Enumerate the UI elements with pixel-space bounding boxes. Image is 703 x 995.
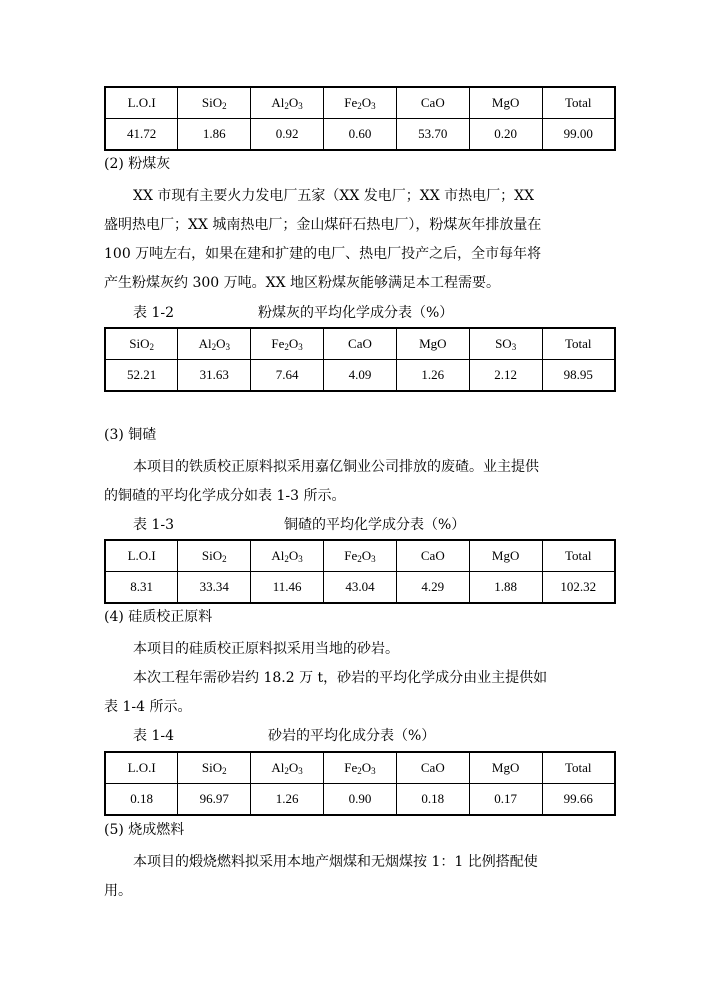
col-header-sio2: SiO$_2$ [105, 328, 178, 360]
col-header-total: Total [542, 752, 615, 784]
col-header-fe2o3: $Fe_2O_3$ [324, 540, 397, 572]
table-1-1 [104, 86, 616, 151]
value-cell: 0.90 [324, 784, 397, 816]
value-cell: 0.18 [396, 784, 469, 816]
col-header-loi: L.O.I [105, 87, 178, 119]
value-cell: 1.88 [469, 572, 542, 604]
table-label: 表 1-4 [133, 728, 174, 744]
table-header-row [105, 87, 615, 119]
paragraph-line: 产生粉煤灰约 300 万吨。XX 地区粉煤灰能够满足本工程需要。 [104, 275, 501, 291]
paragraph-line: 本项目的煅烧燃料拟采用本地产烟煤和无烟煤按 1：1 比例搭配使 [133, 854, 538, 870]
value-cell: 2.12 [469, 360, 542, 392]
table-1-3 [104, 539, 616, 604]
value-cell: 96.97 [178, 784, 251, 816]
col-header-loi: L.O.I [105, 752, 178, 784]
value-cell: 8.31 [105, 572, 178, 604]
paragraph-line: XX 市现有主要火力发电厂五家（XX 发电厂；XX 市热电厂；XX [133, 188, 535, 204]
col-header-total: Total [542, 328, 615, 360]
table-1-4 [104, 751, 616, 816]
col-header-mgo: MgO [396, 328, 469, 360]
value-cell: 0.18 [105, 784, 178, 816]
value-cell: 1.26 [396, 360, 469, 392]
value-cell: 43.04 [324, 572, 397, 604]
table-value-row [105, 572, 615, 604]
value-cell: 4.09 [324, 360, 397, 392]
section-heading-copper-slag: (3) 铜碴 [104, 427, 157, 443]
paragraph-line: 表 1-4 所示。 [104, 699, 192, 715]
section-heading-fly-ash: (2) 粉煤灰 [104, 156, 171, 172]
table-1-2 [104, 327, 616, 392]
value-cell: 102.32 [542, 572, 615, 604]
table-label: 表 1-2 [133, 305, 174, 321]
value-cell: 41.72 [105, 119, 178, 151]
col-header-al2o3: $Al_2O_3$ [251, 540, 324, 572]
table-title: 粉煤灰的平均化学成分表（%） [258, 305, 454, 321]
table-value-row [105, 119, 615, 151]
paragraph-line: 本项目的铁质校正原料拟采用嘉亿铜业公司排放的废碴。业主提供 [133, 459, 539, 475]
value-cell: 99.66 [542, 784, 615, 816]
col-header-mgo: MgO [469, 752, 542, 784]
col-header-mgo: MgO [469, 540, 542, 572]
table-title: 铜碴的平均化学成分表（%） [284, 517, 466, 533]
col-header-sio2: SiO$_2$ [178, 540, 251, 572]
col-header-sio2: SiO$_2$ [178, 752, 251, 784]
value-cell: 0.92 [251, 119, 324, 151]
value-cell: 0.17 [469, 784, 542, 816]
col-header-al2o3: $Al_2O_3$ [251, 752, 324, 784]
col-header-so3: $SO_3$ [469, 328, 542, 360]
paragraph-line: 用。 [104, 883, 132, 899]
value-cell: 1.26 [251, 784, 324, 816]
paragraph-line: 的铜碴的平均化学成分如表 1-3 所示。 [104, 488, 346, 504]
value-cell: 31.63 [178, 360, 251, 392]
value-cell: 11.46 [251, 572, 324, 604]
paragraph-line: 盛明热电厂；XX 城南热电厂；金山煤矸石热电厂），粉煤灰年排放量在 [104, 217, 542, 233]
table-value-row [105, 784, 615, 816]
paragraph-line: 本次工程年需砂岩约 18.2 万 t，砂岩的平均化学成分由业主提供如 [133, 670, 548, 686]
table-value-row [105, 360, 615, 392]
col-header-al2o3: $Al_2O_3$ [178, 328, 251, 360]
table-header-row [105, 752, 615, 784]
col-header-fe2o3: $Fe_2O_3$ [324, 87, 397, 119]
value-cell: 1.86 [178, 119, 251, 151]
col-header-fe2o3: $Fe_2O_3$ [324, 752, 397, 784]
paragraph-line: 100 万吨左右，如果在建和扩建的电厂、热电厂投产之后，全市每年将 [104, 246, 542, 262]
col-header-fe2o3: $Fe_2O_3$ [251, 328, 324, 360]
col-header-sio2: SiO$_2$ [178, 87, 251, 119]
value-cell: 7.64 [251, 360, 324, 392]
table-header-row [105, 328, 615, 360]
col-header-al2o3: $Al_2O_3$ [251, 87, 324, 119]
col-header-loi: L.O.I [105, 540, 178, 572]
col-header-total: Total [542, 87, 615, 119]
col-header-cao: CaO [396, 540, 469, 572]
paragraph-line: 本项目的硅质校正原料拟采用当地的砂岩。 [133, 641, 399, 657]
value-cell: 0.60 [324, 119, 397, 151]
table-title: 砂岩的平均化成分表（%） [268, 728, 436, 744]
value-cell: 4.29 [396, 572, 469, 604]
col-header-cao: CaO [396, 752, 469, 784]
value-cell: 33.34 [178, 572, 251, 604]
value-cell: 99.00 [542, 119, 615, 151]
section-heading-fuel: (5) 烧成燃料 [104, 822, 185, 838]
col-header-cao: CaO [324, 328, 397, 360]
table-header-row [105, 540, 615, 572]
table-label: 表 1-3 [133, 517, 174, 533]
col-header-mgo: MgO [469, 87, 542, 119]
value-cell: 52.21 [105, 360, 178, 392]
col-header-total: Total [542, 540, 615, 572]
value-cell: 0.20 [469, 119, 542, 151]
section-heading-silica-material: (4) 硅质校正原料 [104, 609, 213, 625]
value-cell: 53.70 [396, 119, 469, 151]
value-cell: 98.95 [542, 360, 615, 392]
col-header-cao: CaO [396, 87, 469, 119]
